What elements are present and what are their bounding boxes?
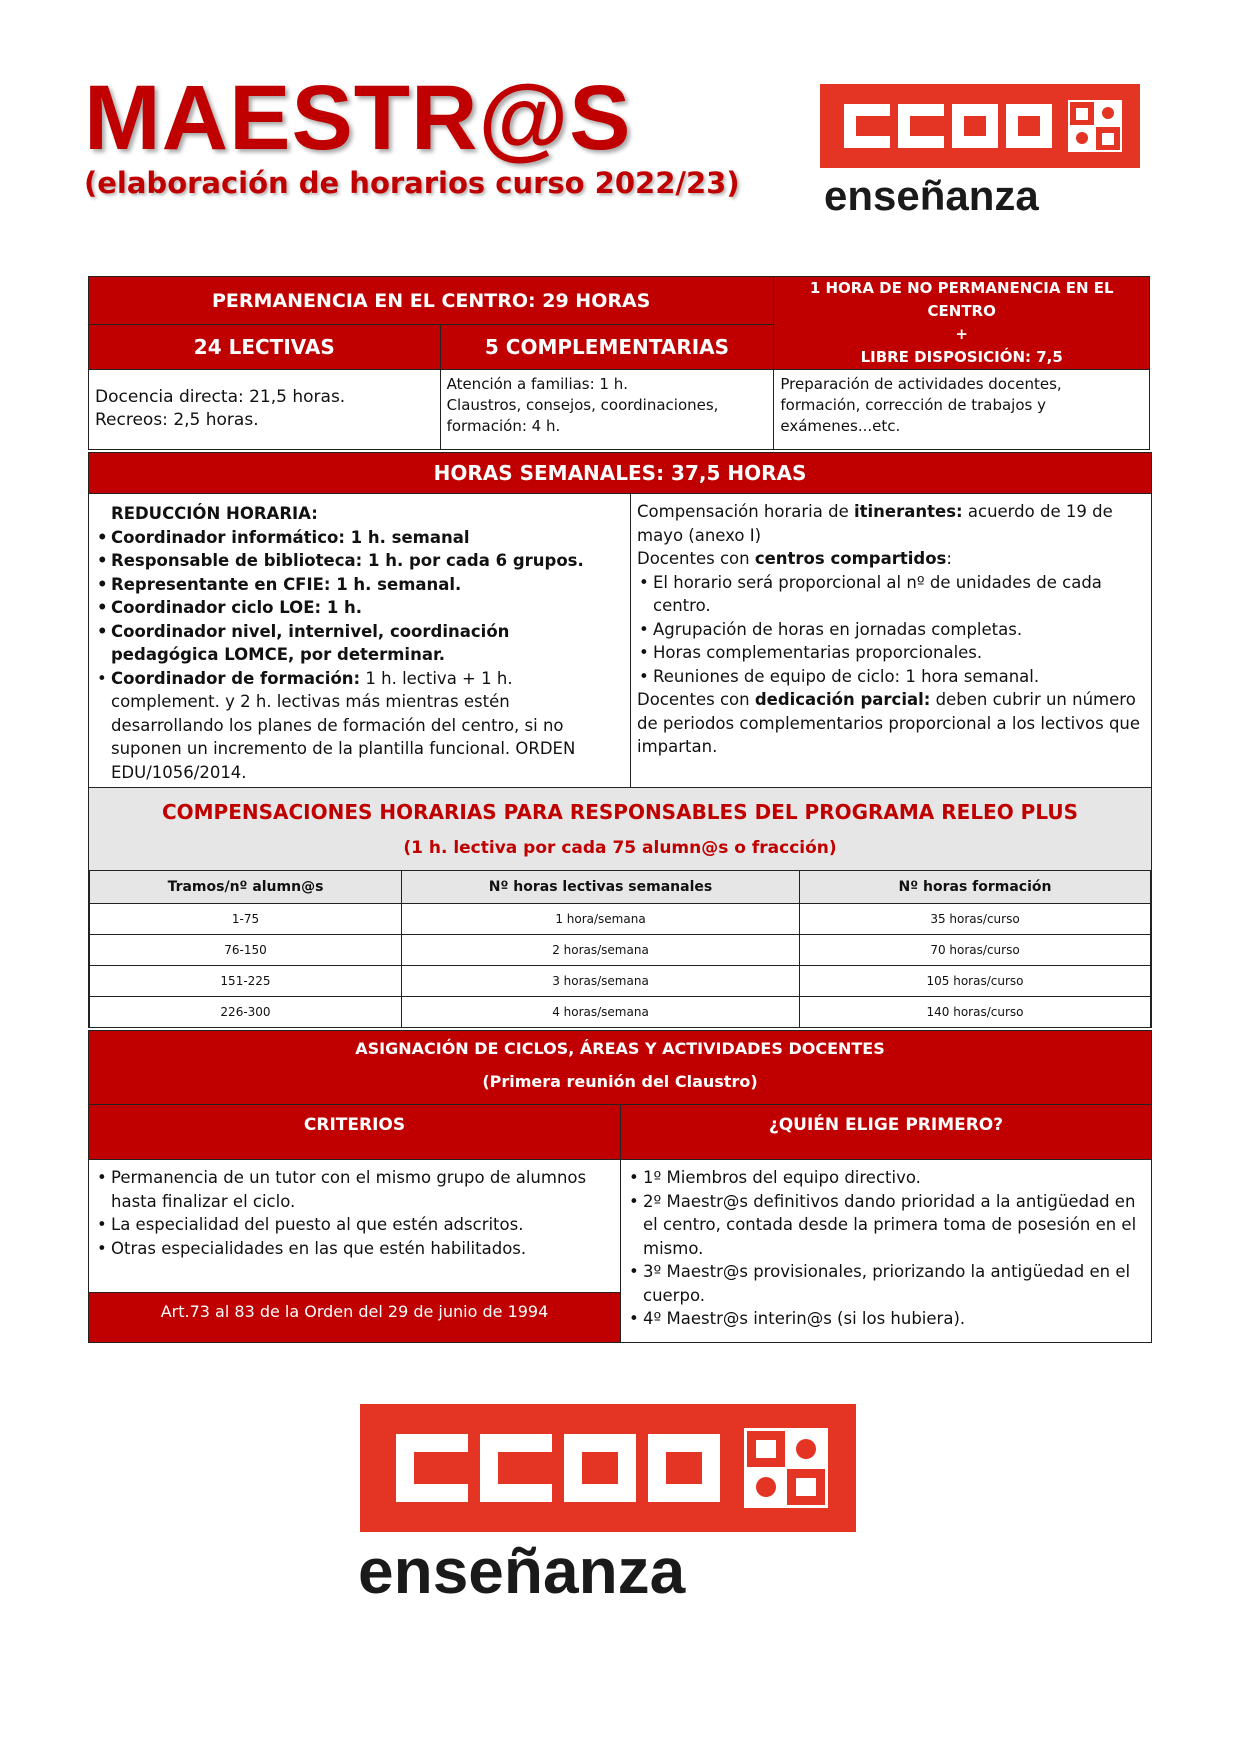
quien-item: • 3º Maestr@s provisionales, priorizando la antigüedad en el cuerpo. [627,1260,1145,1307]
itinerantes-cell [631,494,1151,787]
page-title: MAESTR@S [84,67,632,169]
itinerantes-bold: itinerantes: [853,502,963,521]
formacion-bold: Coordinador de formación: [111,668,361,688]
reduccion-item: • Coordinador nivel, internivel, coordinación pedagógica LOMCE, por determinar. [95,620,622,667]
permanencia-title: PERMANENCIA EN EL CENTRO: 29 HORAS [89,277,774,325]
criterio-item: • Otras especialidades en las que estén habilitados. [95,1237,612,1261]
compartidos-post: : [946,549,952,568]
reduccion-list [95,526,622,667]
compartidos-item: • Agrupación de horas en jornadas completas. [637,618,1145,642]
quien-item: • 4º Maestr@s interin@s (si los hubiera). [627,1307,1145,1331]
no-permanencia-plus: + [955,325,968,343]
asignacion-title: ASIGNACIÓN DE CICLOS, ÁREAS Y ACTIVIDADES DOCENTES [355,1039,885,1058]
orden-reference: Art.73 al 83 de la Orden del 29 de junio de 1994 [89,1292,620,1342]
lectivas-cell [89,370,441,450]
horas-semanales-section [88,452,1152,1028]
page-subtitle: (elaboración de horarios curso 2022/23) [84,166,740,200]
complementarias-line: Atención a familias: 1 h. [446,375,629,393]
lectivas-line: Docencia directa: 21,5 horas. [95,387,346,407]
releo-table [89,870,1151,1028]
criterios-cell [89,1160,621,1342]
table-row [90,997,1151,1028]
compartidos-pre: Docentes con [637,549,755,568]
castilla-leon-shield-icon [1068,100,1122,152]
table-cell: 35 horas/curso [800,904,1151,935]
no-permanencia-line1: 1 HORA DE NO PERMANENCIA EN EL CENTRO [809,279,1114,320]
releo-header [89,787,1151,871]
parcial-bold: dedicación parcial: [754,690,931,709]
table-cell: 3 horas/semana [402,966,800,997]
table-row [90,935,1151,966]
ccoo-letters-icon [360,1404,856,1532]
preparacion-line: exámenes...etc. [780,417,901,435]
preparacion-line: Preparación de actividades docentes, [780,375,1062,393]
horas-semanales-title: HORAS SEMANALES: 37,5 HORAS [89,453,1151,493]
table-cell: 76-150 [90,935,402,966]
quien-header: ¿QUIÉN ELIGE PRIMERO? [621,1105,1151,1159]
itinerantes-pre: Compensación horaria de [637,502,854,521]
reduccion-item: • Responsable de biblioteca: 1 h. por cada 6 grupos. [95,549,622,573]
no-permanencia-cell [774,277,1150,370]
table-cell: 151-225 [90,966,402,997]
compartidos-item: • Reuniones de equipo de ciclo: 1 hora semanal. [637,665,1145,689]
table-row [90,904,1151,935]
permanencia-table [88,276,1150,450]
ccoo-logo-top [820,84,1140,220]
complementarias-line: formación: 4 h. [446,417,561,435]
lectivas-line: Recreos: 2,5 horas. [95,410,259,430]
castilla-leon-shield-icon [744,1428,828,1508]
ccoo-logo-badge [820,84,1140,168]
criterios-list [89,1160,620,1292]
table-cell: 4 horas/semana [402,997,800,1028]
quien-item: • 2º Maestr@s definitivos dando prioridad a la antigüedad en el centro, contada desde la primera toma de posesión en el mismo. [627,1190,1145,1261]
criterio-item: • La especialidad del puesto al que estén adscritos. [95,1213,612,1237]
table-cell: 140 horas/curso [800,997,1151,1028]
compartidos-bold: centros compartidos [754,549,947,568]
table-cell: 1 hora/semana [402,904,800,935]
ccoo-logo-badge [360,1404,856,1532]
releo-subtitle: (1 h. lectiva por cada 75 alumn@s o fracción) [403,838,837,858]
ccoo-letters-icon [820,84,1140,168]
formacion-list [95,667,622,785]
table-cell: 226-300 [90,997,402,1028]
table-cell: 70 horas/curso [800,935,1151,966]
compartidos-item: • Horas complementarias proporcionales. [637,641,1145,665]
ccoo-logo-word: enseñanza [824,172,1039,219]
asignacion-subtitle: (Primera reunión del Claustro) [482,1072,758,1091]
asignacion-header [89,1031,1151,1104]
formacion-rest: 1 h. lectiva + 1 h. complement. y 2 h. lectivas más mientras estén desarrollando los planes de formación del centro, si no suponen un incremento de la plantilla funcional. ORDEN EDU/1056/2014. [111,668,576,782]
quien-item: • 1º Miembros del equipo directivo. [627,1166,1145,1190]
libre-disposicion-line: LIBRE DISPOSICIÓN: 7,5 [860,348,1063,366]
parcial-text [637,688,1145,759]
preparacion-line: formación, corrección de trabajos y [780,396,1046,414]
compartidos-item: • El horario será proporcional al nº de unidades de cada centro. [637,571,1145,618]
complementarias-header: 5 COMPLEMENTARIAS [440,325,774,370]
reduccion-title: REDUCCIÓN HORARIA: [111,504,318,523]
reduccion-item: • Representante en CFIE: 1 h. semanal. [95,573,622,597]
releo-title: COMPENSACIONES HORARIAS PARA RESPONSABLES DEL PROGRAMA RELEO PLUS [161,800,1079,824]
itinerantes-post: acuerdo de 19 de mayo (anexo I) [637,502,1113,545]
releo-col-header: Nº horas lectivas semanales [402,871,800,904]
asignacion-section [88,1030,1152,1343]
table-row [90,966,1151,997]
complementarias-line: Claustros, consejos, coordinaciones, [446,396,719,414]
criterios-header: CRITERIOS [89,1105,621,1159]
reduccion-item: • Coordinador ciclo LOE: 1 h. [95,596,622,620]
lectivas-header: 24 LECTIVAS [89,325,441,370]
quien-list [621,1160,1151,1342]
parcial-post: deben cubrir un número de periodos complementarios proporcional a los lectivos que impartan. [637,690,1141,756]
ccoo-logo-bottom [360,1404,860,1608]
table-cell: 105 horas/curso [800,966,1151,997]
criterio-item: • Permanencia de un tutor con el mismo grupo de alumnos hasta finalizar el ciclo. [95,1166,612,1213]
table-cell: 1-75 [90,904,402,935]
complementarias-cell [440,370,774,450]
parcial-pre: Docentes con [637,690,755,709]
releo-col-header: Tramos/nº alumn@s [90,871,402,904]
itinerantes-text [637,500,1145,547]
ccoo-logo-word: enseñanza [358,1535,686,1607]
reduccion-horaria-cell [89,494,631,787]
reduccion-item: • Coordinador informático: 1 h. semanal [95,526,622,550]
compartidos-text [637,547,1145,571]
no-permanencia-details [774,370,1150,450]
releo-col-header: Nº horas formación [800,871,1151,904]
compartidos-list [637,571,1145,689]
formacion-item [95,667,622,785]
table-cell: 2 horas/semana [402,935,800,966]
